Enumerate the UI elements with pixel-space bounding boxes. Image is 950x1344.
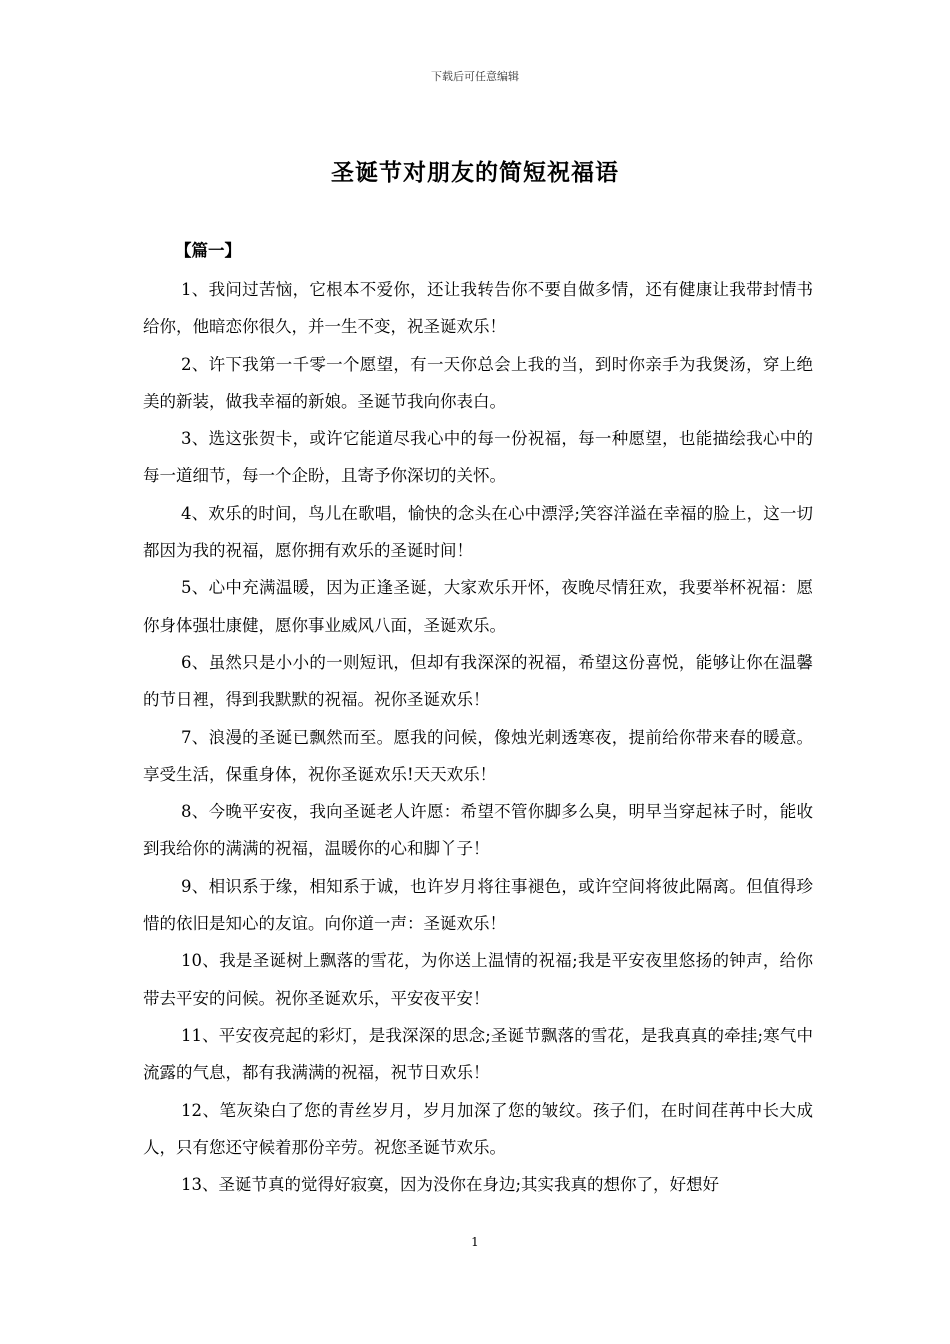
paragraph-8: 8、今晚平安夜，我向圣诞老人许愿：希望不管你脚多么臭，明早当穿起袜子时，能收到我给你的满满的祝福，温暖你的心和脚丫子！ [143, 802, 813, 859]
paragraph-3: 3、选这张贺卡，或许它能道尽我心中的每一份祝福，每一种愿望，也能描绘我心中的每一道细节，每一个企盼，且寄予你深切的关怀。 [143, 429, 813, 486]
paragraph-12: 12、笔灰染白了您的青丝岁月，岁月加深了您的皱纹。孩子们，在时间荏苒中长大成人，只有您还守候着那份辛劳。祝您圣诞节欢乐。 [143, 1100, 813, 1157]
page-header: 下载后可任意编辑 [431, 70, 519, 83]
section-heading: 【篇一】 [175, 241, 241, 260]
paragraph-4: 4、欢乐的时间，鸟儿在歌唱，愉快的念头在心中漂浮;笑容洋溢在幸福的脸上，这一切都因为我的祝福，愿你拥有欢乐的圣诞时间！ [143, 503, 813, 561]
paragraph-1: 1、我问过苦恼，它根本不爱你，还让我转告你不要自做多情，还有健康让我带封情书给你，他暗恋你很久，并一生不变，祝圣诞欢乐！ [143, 280, 813, 337]
body-text [143, 271, 813, 1203]
paragraph-10: 10、我是圣诞树上飘落的雪花，为你送上温情的祝福;我是平安夜里悠扬的钟声，给你带去平安的问候。祝你圣诞欢乐，平安夜平安！ [143, 951, 813, 1008]
paragraph-6: 6、虽然只是小小的一则短讯，但却有我深深的祝福，希望这份喜悦，能够让你在温馨的节日裡，得到我默默的祝福。祝你圣诞欢乐！ [143, 652, 813, 710]
paragraph-11: 11、平安夜亮起的彩灯，是我深深的思念;圣诞节飘落的雪花，是我真真的牵挂;寒气中流露的气息，都有我满满的祝福，祝节日欢乐！ [143, 1025, 813, 1083]
paragraph-5: 5、心中充满温暖，因为正逢圣诞，大家欢乐开怀，夜晚尽情狂欢，我要举杯祝福：愿你身体强壮康健，愿你事业威风八面，圣诞欢乐。 [143, 578, 813, 635]
paragraph-9: 9、相识系于缘，相知系于诚，也许岁月将往事褪色，或许空间将彼此隔离。但值得珍惜的依旧是知心的友谊。向你道一声：圣诞欢乐！ [143, 876, 813, 934]
paragraph-7: 7、浪漫的圣诞已飘然而至。愿我的问候，像烛光刺透寒夜，提前给你带来春的暖意。享受生活，保重身体，祝你圣诞欢乐!天天欢乐！ [143, 727, 813, 784]
paragraph-2: 2、许下我第一千零一个愿望，有一天你总会上我的当，到时你亲手为我煲汤，穿上绝美的新装，做我幸福的新娘。圣诞节我向你表白。 [143, 354, 813, 411]
document-title: 圣诞节对朋友的简短祝福语 [331, 159, 619, 186]
page-number: 1 [471, 1235, 479, 1249]
paragraph-13: 13、圣诞节真的觉得好寂寞，因为没你在身边;其实我真的想你了，好想好 [181, 1175, 720, 1195]
